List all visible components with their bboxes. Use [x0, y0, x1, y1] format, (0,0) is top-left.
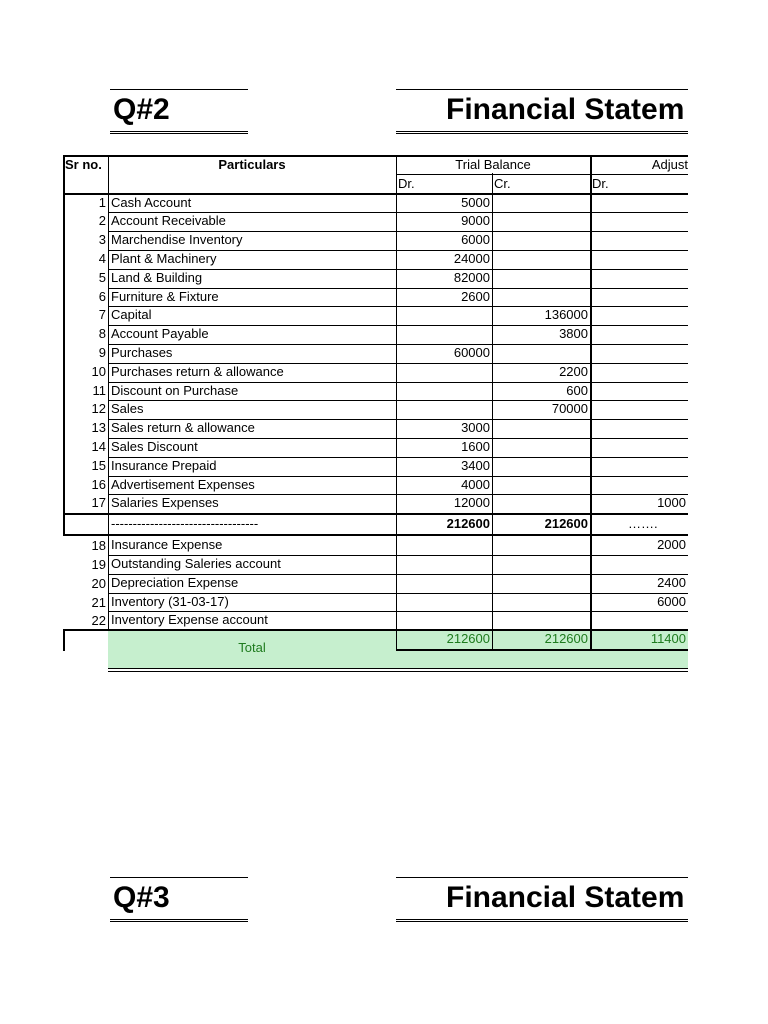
q3-rule-top	[110, 877, 248, 878]
row-dr: 2600	[461, 288, 490, 304]
row-dr: 5000	[461, 194, 490, 210]
header-adjust: Adjust	[651, 157, 688, 172]
row-sr: 2	[98, 213, 106, 229]
q3-rule-bottom	[110, 919, 248, 922]
row-dr: 6000	[461, 232, 490, 248]
row-adj-dr: 2000	[657, 537, 686, 553]
q3-title-rule-bottom	[396, 919, 688, 922]
subtotal-left-border	[63, 513, 65, 534]
row-dr: 9000	[461, 213, 490, 229]
row-cr: 3800	[559, 326, 588, 342]
q2-label: Q#2	[113, 93, 170, 126]
row-particular: Marchendise Inventory	[111, 232, 243, 248]
total-adj: 11400	[650, 631, 686, 647]
row-particular: Cash Account	[111, 194, 192, 210]
row-sr: 14	[91, 438, 106, 454]
header-sr: Sr no.	[65, 157, 102, 172]
row-dr: 60000	[453, 344, 490, 360]
header-trial-balance: Trial Balance	[455, 157, 531, 172]
total-dr: 212600	[446, 631, 490, 647]
row-sr: 7	[98, 307, 106, 323]
total-bottom-line-2	[108, 671, 688, 672]
row-sr: 15	[91, 457, 106, 473]
row-sr: 8	[98, 326, 106, 342]
row-particular: Discount on Purchase	[111, 382, 239, 398]
row-dr: 1600	[461, 438, 490, 454]
col-line-sr	[108, 155, 109, 629]
row-particular: Sales return & allowance	[111, 420, 255, 436]
header-adj-dr: Dr.	[592, 176, 609, 191]
row-particular: Outstanding Saleries account	[111, 555, 281, 571]
row-particular: Land & Building	[111, 269, 203, 285]
header-split-line	[396, 174, 688, 175]
row-sr: 21	[91, 594, 106, 610]
header-particulars: Particulars	[218, 157, 286, 172]
row-adj-dr: 1000	[657, 495, 686, 511]
col-line-dr	[492, 173, 493, 649]
row-sr: 19	[91, 556, 106, 572]
subtotal-dashes: ----------------------------------	[111, 516, 259, 532]
subtotal-dr: 212600	[446, 516, 490, 532]
row-dr: 82000	[453, 269, 490, 285]
row-dr: 3000	[461, 420, 490, 436]
row-particular: Insurance Prepaid	[111, 457, 217, 473]
subtotal-cr: 212600	[544, 516, 588, 532]
row-sr: 16	[91, 476, 106, 492]
row-particular: Salaries Expenses	[111, 495, 219, 511]
row-sr: 10	[91, 363, 106, 379]
total-bottom-line-1	[108, 668, 688, 669]
row-sr: 12	[91, 401, 106, 417]
row-adj-dr: 2400	[657, 574, 686, 590]
row-particular: Account Receivable	[111, 213, 226, 229]
row-particular: Inventory Expense account	[111, 612, 268, 628]
row-particular: Furniture & Fixture	[111, 288, 219, 304]
row-sr: 13	[91, 420, 106, 436]
left-border-total	[63, 629, 65, 651]
row-sr: 5	[98, 269, 106, 285]
row-sr: 9	[98, 344, 106, 360]
header-cr: Cr.	[494, 176, 511, 191]
row-sr: 4	[98, 250, 106, 266]
q3-label: Q#3	[113, 881, 170, 914]
left-border	[63, 155, 65, 513]
q3-title-rule-top	[396, 877, 688, 878]
row-particular: Advertisement Expenses	[111, 476, 255, 492]
row-sr: 6	[98, 288, 106, 304]
total-cr: 212600	[544, 631, 588, 647]
row-dr: 12000	[453, 495, 490, 511]
row-dr: 4000	[461, 476, 490, 492]
row-particular: Insurance Expense	[111, 537, 223, 553]
row-particular: Account Payable	[111, 326, 209, 342]
header-dr: Dr.	[398, 176, 415, 191]
row-particular: Capital	[111, 307, 152, 323]
row-sr: 3	[98, 232, 106, 248]
row-particular: Sales Discount	[111, 438, 198, 454]
row-adj-dr: 6000	[657, 593, 686, 609]
total-label: Total	[238, 640, 266, 656]
q2-title: Financial Statem	[446, 93, 685, 126]
row-sr: 11	[92, 382, 106, 398]
row-particular: Inventory (31-03-17)	[111, 593, 229, 609]
row-particular: Purchases	[111, 344, 173, 360]
row-sr: 1	[98, 194, 106, 210]
row-cr: 136000	[544, 307, 588, 323]
row-sr: 18	[91, 538, 106, 554]
header-top-border	[63, 155, 688, 157]
row-particular: Purchases return & allowance	[111, 363, 284, 379]
row-cr: 2200	[559, 363, 588, 379]
row-dr: 24000	[453, 250, 490, 266]
subtotal-adj: …….	[628, 516, 658, 532]
row-cr: 600	[566, 382, 588, 398]
row-particular: Sales	[111, 401, 144, 417]
row-cr: 70000	[551, 401, 588, 417]
row-particular: Plant & Machinery	[111, 250, 217, 266]
row-sr: 20	[91, 575, 106, 591]
col-line-particulars	[396, 155, 397, 649]
total-inner-bottom-border	[396, 649, 688, 651]
row-sr: 22	[91, 613, 106, 629]
row-particular: Depreciation Expense	[111, 574, 239, 590]
q3-title: Financial Statem	[446, 881, 685, 914]
row-dr: 3400	[461, 457, 490, 473]
col-line-cr	[590, 155, 592, 649]
row-sr: 17	[91, 495, 106, 511]
